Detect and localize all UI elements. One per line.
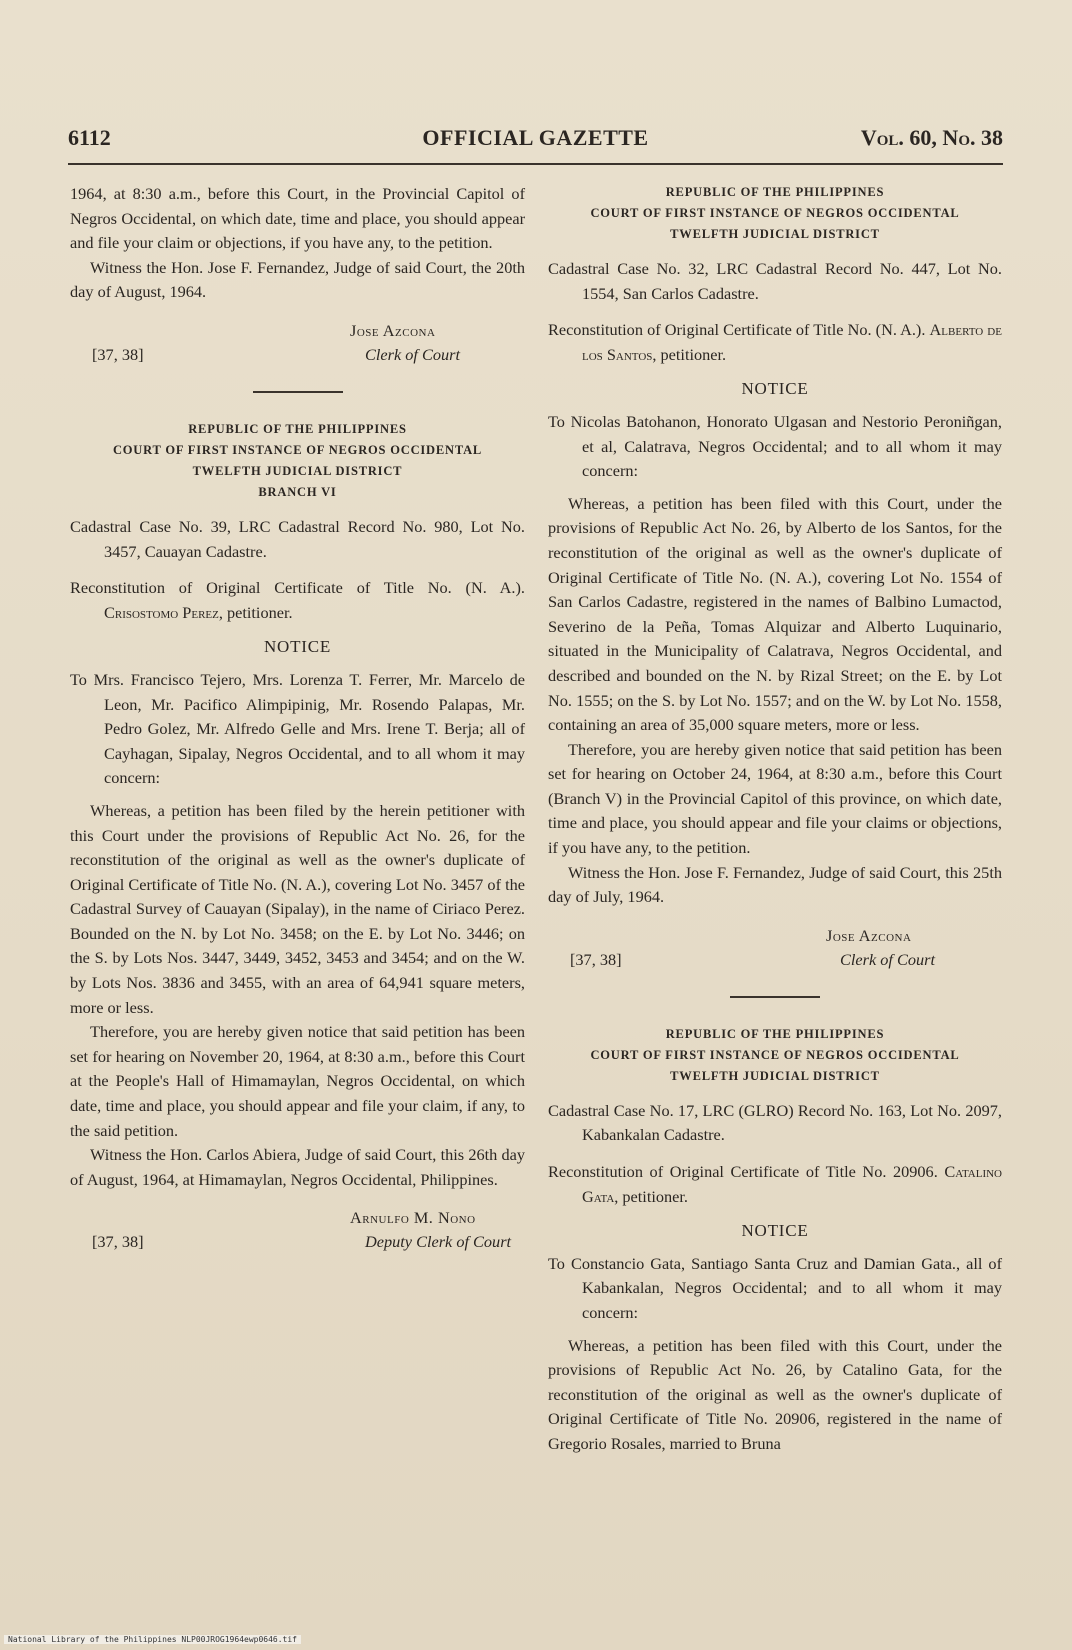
header-rule bbox=[68, 163, 1003, 165]
court-heading bbox=[548, 182, 1002, 245]
issue-code: [37, 38] bbox=[570, 949, 622, 969]
case-title: Cadastral Case No. 32, LRC Cadastral Record No. 447, Lot No. 1554, San Carlos Cadastre. bbox=[548, 259, 1002, 303]
issue-code: [37, 38] bbox=[92, 344, 144, 364]
court-line: TWELFTH JUDICIAL DISTRICT bbox=[670, 227, 880, 241]
court-line: COURT OF FIRST INSTANCE OF NEGROS OCCIDENTAL bbox=[590, 206, 960, 220]
reconstitution-line: Reconstitution of Original Certificate of Title No. (N. A.). Alberto de los Santos, petitioner. bbox=[548, 320, 1002, 364]
therefore-paragraph: Therefore, you are hereby given notice that said petition has been set for hearing on October 24, 1964, at 8:30 a.m., before this Court (Branch V) in the Provincial Capitol of this province, on which date, time and place, you should appear and file your claims or objections, if you have any, to the petition. bbox=[548, 739, 1002, 858]
signatory-title: Clerk of Court bbox=[365, 344, 460, 364]
court-line: REPUBLIC OF THE PHILIPPINES bbox=[188, 421, 407, 436]
petitioner-name: Catalino Gata bbox=[582, 1162, 1002, 1206]
signature-block bbox=[548, 924, 1002, 974]
court-line: REPUBLIC OF THE PHILIPPINES bbox=[665, 1026, 885, 1041]
addressees: To Mrs. Francisco Tejero, Mrs. Lorenza T. Ferrer, Mr. Marcelo de Leon, Mr. Pacifico Alimpipinig, Mr. Rosendo Palapas, Mr. Pedro Golez, Mr. Alfredo Gelle and Mrs. Irene T. Berja; all of Cayhagan, Sipalay, Negros Occidental, and to all whom it may concern: bbox=[70, 669, 525, 788]
issue-code: [37, 38] bbox=[92, 1232, 144, 1252]
signatory-name: Jose Azcona bbox=[350, 320, 436, 340]
signature-block bbox=[70, 319, 525, 369]
reconstitution-line: Reconstitution of Original Certificate of Title No. 20906. Catalino Gata, petitioner. bbox=[548, 1162, 1002, 1206]
case-title: Cadastral Case No. 39, LRC Cadastral Record No. 980, Lot No. 3457, Cauayan Cadastre. bbox=[70, 516, 525, 561]
witness-paragraph: Witness the Hon. Jose F. Fernandez, Judge of said Court, the 20th day of August, 1964. bbox=[70, 257, 525, 302]
whereas-paragraph: Whereas, a petition has been filed with this Court, under the provisions of Republic Act No. 26, by Alberto de los Santos, for the reconstitution of the original as well as the owner's duplicate of Original Certificate of Title No. (N. A.), covering Lot No. 1554 of San Carlos Cadastre, registered in the names of Balbino Lumactod, Severino de la Peña, Tomas Alquizar and Alberto Luquinario, situated in the Municipality of Calatrava, Negros Occidental, and described and bounded on the N. by Rizal Street; on the E. by Lot No. 1555; on the S. by Lot No. 1557; and on the W. by Lot No. 1558, containing an area of 35,000 square meters, more or less. bbox=[548, 493, 1002, 735]
court-line: REPUBLIC OF THE PHILIPPINES bbox=[665, 185, 885, 199]
right-column bbox=[548, 182, 1002, 1457]
witness-paragraph: Witness the Hon. Carlos Abiera, Judge of said Court, this 26th day of August, 1964, at Himamaylan, Negros Occidental, Philippines. bbox=[70, 1145, 525, 1189]
left-column bbox=[70, 182, 525, 1256]
signatory-name: Jose Azcona bbox=[826, 925, 912, 945]
whereas-paragraph: Whereas, a petition has been filed by the herein petitioner with this Court under the provisions of Republic Act No. 26, for the reconstitution of the original as well as the owner's duplicate of Original Certificate of Title No. (N. A.), covering Lot No. 3457 of the Cadastral Survey of Cauayan (Sipalay), in the name of Ciriaco Perez. Bounded on the N. by Lot No. 3458; on the E. by Lot No. 3446; on the S. by Lots Nos. 3447, 3449, 3452, 3453 and 3454; and on the W. by Lots Nos. 3836 and 3455, with an area of 64,941 square meters, more or less. bbox=[70, 800, 525, 1017]
volume-label: Vol. 60, No. 38 bbox=[860, 125, 1003, 150]
signatory-name: Arnulfo M. Nono bbox=[350, 1208, 476, 1228]
therefore-paragraph: Therefore, you are hereby given notice that said petition has been set for hearing on November 20, 1964, at 8:30 a.m., before this Court at the People's Hall of Himamaylan, Negros Occidental, on which date, time and place, you should appear and file your claim, if any, to the said petition. bbox=[70, 1022, 525, 1140]
court-heading bbox=[548, 1024, 1002, 1087]
court-line: TWELFTH JUDICIAL DISTRICT bbox=[192, 463, 403, 478]
signatory-title: Deputy Clerk of Court bbox=[365, 1232, 512, 1252]
court-heading bbox=[70, 419, 525, 503]
section-separator bbox=[730, 996, 820, 998]
court-line: COURT OF FIRST INSTANCE OF NEGROS OCCIDENTAL bbox=[590, 1047, 960, 1062]
reconstitution-line: Reconstitution of Original Certificate of Title No. (N. A.). Crisostomo Perez, petitioner. bbox=[70, 578, 525, 622]
continued-paragraph: 1964, at 8:30 a.m., before this Court, in the Provincial Capitol of Negros Occidental, on which date, time and place, you should appear and file your claim or objections, if you have any, to the petition. bbox=[70, 184, 525, 253]
notice-heading: NOTICE bbox=[741, 379, 809, 399]
scan-footer: National Library of the Philippines NLP00JROG1964ewp0646.tif bbox=[4, 1635, 301, 1644]
signature-block bbox=[70, 1206, 525, 1256]
section-separator bbox=[253, 391, 343, 393]
page-number: 6112 bbox=[68, 125, 111, 150]
addressees: To Nicolas Batohanon, Honorato Ulgasan and Nestorio Peroniñgan, et al, Calatrava, Negros Occidental; and to all whom it may concern: bbox=[548, 411, 1002, 481]
addressees: To Constancio Gata, Santiago Santa Cruz and Damian Gata., all of Kabankalan, Negros Occidental; and to all whom it may concern: bbox=[548, 1253, 1002, 1322]
court-line: COURT OF FIRST INSTANCE OF NEGROS OCCIDENTAL bbox=[112, 442, 483, 457]
court-line: TWELFTH JUDICIAL DISTRICT bbox=[670, 1068, 880, 1083]
witness-paragraph: Witness the Hon. Jose F. Fernandez, Judge of said Court, this 25th day of July, 1964. bbox=[548, 862, 1002, 907]
petitioner-name: Alberto de los Santos bbox=[582, 320, 1002, 364]
case-title: Cadastral Case No. 17, LRC (GLRO) Record No. 163, Lot No. 2097, Kabankalan Cadastre. bbox=[548, 1100, 1002, 1145]
petitioner-name: Crisostomo Perez bbox=[104, 602, 219, 622]
signatory-title: Clerk of Court bbox=[840, 949, 935, 969]
notice-heading: NOTICE bbox=[263, 637, 332, 657]
notice-heading: NOTICE bbox=[741, 1221, 809, 1241]
page-header bbox=[68, 125, 1003, 159]
whereas-paragraph: Whereas, a petition has been filed with this Court, under the provisions of Republic Act No. 26, by Catalino Gata, for the reconstitution of the original as well as the owner's duplicate of Original Certificate of Title No. 20906, registered in the name of Gregorio Rosales, married to Bruna bbox=[548, 1335, 1002, 1453]
court-line: BRANCH VI bbox=[258, 484, 337, 499]
publication-title: OFFICIAL GAZETTE bbox=[422, 125, 649, 150]
